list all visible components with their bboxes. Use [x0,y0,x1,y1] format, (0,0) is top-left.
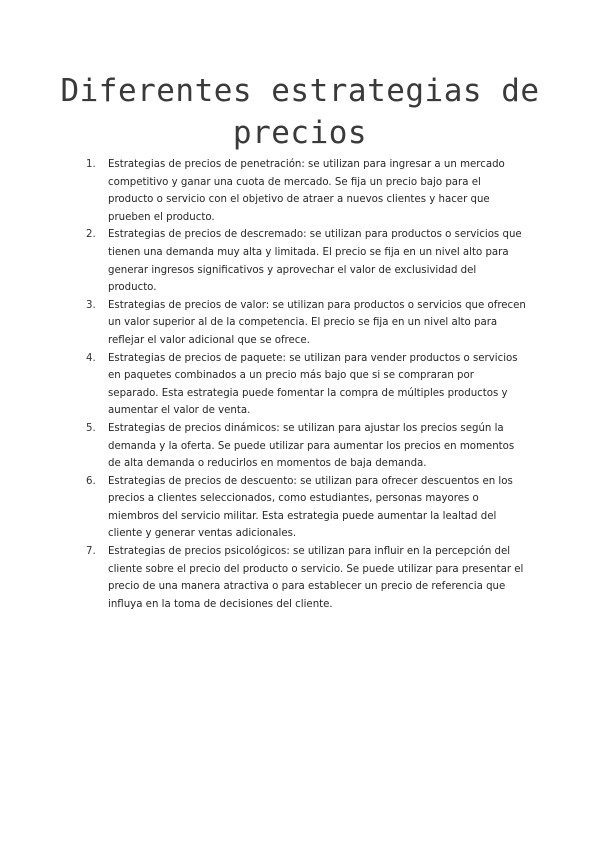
list-item [86,350,526,420]
list-item-text: Estrategias de precios psicológicos: se utilizan para influir en la percepción del cliente sobre el precio del producto o servicio. Se puede utilizar para presentar el precio de una manera atractiva o para establecer un precio de referencia que influya en la toma de decisiones del cliente. [108,546,524,610]
list-item-number: 5. [86,422,96,434]
list-item [86,156,526,226]
list-item [86,226,526,296]
list-item-number: 2. [86,229,96,241]
list-item [86,543,526,613]
list-item [86,473,526,543]
list-item-text: Estrategias de precios de penetración: se utilizan para ingresar a un mercado competitivo y ganar una cuota de mercado. Se fija un precio bajo para el producto o servicio con el objetivo de atraer a nuevos clientes y hacer que prueben el producto. [108,159,505,223]
list-item-text: Estrategias de precios de descuento: se utilizan para ofrecer descuentos en los precios a clientes seleccionados, como estudiantes, personas mayores o miembros del servicio militar. Esta estrategia puede aumentar la lealtad del cliente y generar ventas adicionales. [108,475,513,540]
list-item-text: Estrategias de precios de paquete: se utilizan para vender productos o servicios en paquetes combinados a un precio más bajo que si se compraran por separado. Esta estrategia puede fomentar la compra de múltiples productos y aumentar el valor de venta. [108,352,518,417]
strategy-list [86,156,526,613]
list-item-text: Estrategias de precios dinámicos: se utilizan para ajustar los precios según la demanda y la oferta. Se puede utilizar para aumentar los precios en momentos de alta demanda o reducirlos en momentos de baja demanda. [108,422,515,470]
list-item [86,420,526,473]
list-item-number: 4. [86,352,96,364]
list-item-text: Estrategias de precios de descremado: se utilizan para productos o servicios que tienen una demanda muy alta y limitada. El precio se fija en un nivel alto para generar ingresos significativos y aprovechar el valor de exclusividad del producto. [108,229,522,294]
list-item-number: 3. [86,299,96,311]
list-item-text: Estrategias de precios de valor: se utilizan para productos o servicios que ofrecen un valor superior al de la competencia. El precio se fija en un nivel alto para reflejar el valor adicional que se ofrece. [108,299,526,346]
list-item-number: 7. [86,546,96,558]
page-title: Diferentes estrategias de precios [60,73,540,151]
list-item-number: 1. [86,159,96,170]
list-item [86,297,526,350]
list-item-number: 6. [86,475,96,487]
